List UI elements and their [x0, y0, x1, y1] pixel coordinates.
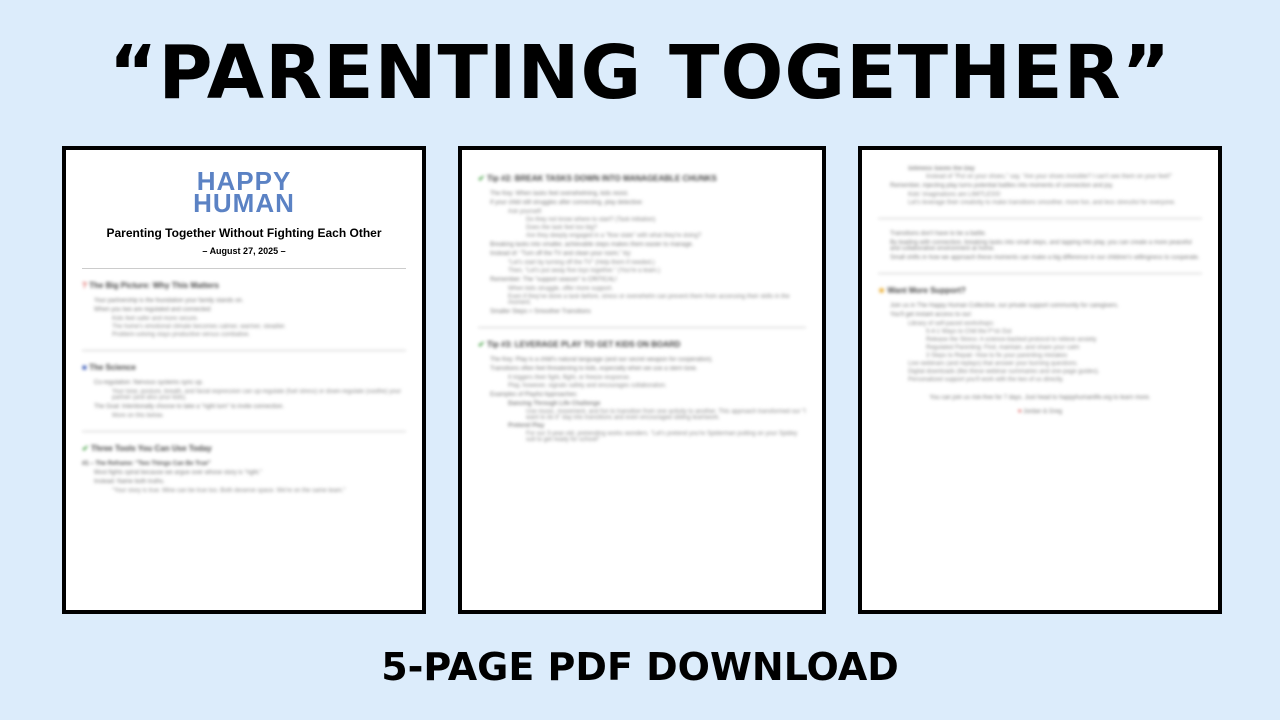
list-item: Then, "Let's put away five toys together." (You're a team.): [508, 268, 661, 274]
divider: [878, 273, 1202, 274]
list-item: Kids' imaginations are LIMITLESS!: [908, 192, 1001, 198]
page-headline: “PARENTING TOGETHER”: [108, 30, 1172, 116]
pdf-page-preview-1: [62, 146, 426, 614]
list-item: Pretend Play: [508, 423, 545, 429]
list-item: Library of self-paced workshops:: [908, 321, 995, 327]
list-item: Instead of: "Turn off the TV and clean your room," try:: [490, 251, 632, 257]
download-caption: 5-PAGE PDF DOWNLOAD: [381, 645, 899, 689]
books-icon: ■: [82, 363, 87, 372]
divider: [82, 350, 406, 351]
list-item: Transitions don't have to be a battle.: [890, 231, 987, 237]
list-item: Even if they've done a task before, stress or overwhelm can prevent them from accessing their skills in the moment.: [508, 294, 790, 306]
list-item: Small shifts in how we approach these moments can make a big difference in our children's willingness to cooperate.: [890, 255, 1200, 261]
list-item: "Let's start by turning off the TV" (Help them if needed.): [508, 260, 655, 266]
checkmark-icon: ✔: [478, 174, 485, 183]
list-item: Do they not know where to start? (Task initiation): [526, 217, 656, 223]
list-item: More on this below.: [112, 413, 164, 419]
list-item: The home's emotional climate becomes calmer, warmer, steadier.: [112, 324, 286, 330]
list-item: Transitions often feel threatening to kids, especially when we use a stern tone.: [490, 366, 698, 372]
list-item: Instead: Name both truths.: [94, 479, 165, 485]
list-item: Let's leverage their creativity to make transitions smoother, more fun, and less stressful for everyone.: [908, 200, 1176, 206]
section-summary: [862, 231, 1218, 261]
list-item: Use music, movement, and fun to transition from one activity to another. This approach transformed our "I want to do it" day into transitions and even encouraged sibling teamwork.: [526, 409, 806, 421]
list-item: 3 Steps to Repair: How to fix your parenting mistakes: [926, 353, 1068, 359]
list-item: Release the Stress: A science-backed protocol to relieve anxiety: [926, 337, 1097, 343]
section-big-picture: ? The Big Picture: Why This Matters Your partnership is the foundation your family stands on. When you two are regulated and connected: Kids feel safer and more secure. The home's emotional climate becomes calmer, warmer, steadier. Problem-solving stays productive versus combative.: [66, 281, 422, 338]
list-item: When you two are regulated and connected:: [94, 307, 212, 313]
list-item: "Your story is true. Mine can be true too. Both deserve space. We're on the same team.": [112, 488, 346, 494]
list-item: The Goal: Intentionally choose to take a "right turn" to invite connection.: [94, 404, 285, 410]
list-item: The Key: When tasks feel overwhelming, kids resist.: [490, 191, 629, 197]
divider: [478, 327, 806, 328]
list-item: Problem-solving stays productive versus combative.: [112, 332, 251, 338]
section-tip-2: ✔ Tip #2: BREAK TASKS DOWN INTO MANAGEABLE CHUNKS The Key: When tasks feel overwhelming, kids resist. If your child still struggles after connecting, play detective: Ask yourself: Do they not know where to start? (Task initiation) Does the task feel too big? Are they deeply engaged in a "flow state" with what they're doing? Breaking tasks into smaller, achievable steps makes them easier to manage. Instead of: "Turn off the TV and clean your room," try: "Let's start by turning off the TV" (Help them if needed.) Then, "Let's put away five toys together." (You're a team.) Remember: The "support season" is CRITICAL! When kids struggle, offer more support. Even if they've done a task before, stress or overwhelm can prevent them from accessing their skills in the moment. Smaller Steps = Smoother Transitions: [462, 150, 822, 315]
list-item: Examples of Playful Approaches:: [490, 392, 578, 398]
heart-icon: ♥: [1017, 409, 1022, 415]
happy-human-logo: HAPPY HUMAN: [193, 166, 295, 218]
star-icon: ★: [878, 286, 886, 295]
section-three-tools: ✔ Three Tools You Can Use Today #1 – The Reframe: "Two Things Can Be True" Most fights spiral because we argue over whose story is "right." Instead: Name both truths. "Your story is true. Mine can be true too. Both deserve space. We're on the same team.": [66, 444, 422, 494]
list-item: Smaller Steps = Smoother Transitions: [490, 309, 591, 315]
checkmark-icon: ✔: [478, 340, 485, 349]
list-item: Does the task feel too big?: [526, 225, 598, 231]
list-item: Ask yourself:: [508, 209, 543, 215]
pdf-page-preview-3: [858, 146, 1222, 614]
list-item: Dancing Through Life Challenge: [508, 401, 601, 407]
list-item: Regulated Parenting: Find, maintain, and share your calm: [926, 345, 1080, 351]
section-science: ■ The Science Co-regulation: Nervous systems sync up. Your tone, posture, breath, and facial expression can up-regulate (fuel stress) or down-regulate (soothe) your partner (and also your kids). The Goal: Intentionally choose to take a "right turn" to invite connection. More on this below.: [66, 363, 422, 419]
blurred-content: [862, 150, 1218, 610]
list-item: It triggers their fight, flight, or freeze response.: [508, 375, 631, 381]
list-item: Co-regulation: Nervous systems sync up.: [94, 380, 204, 386]
list-item: Most fights spiral because we argue over whose story is "right.": [94, 470, 262, 476]
list-item: Instead of "Put on your shoes," say, "Are your shoes invisible? I can't see them on your feet!": [926, 174, 1173, 180]
list-item: Breaking tasks into smaller, achievable steps makes them easier to manage.: [490, 242, 694, 248]
list-item: When kids struggle, offer more support.: [508, 286, 613, 292]
list-item: By leading with connection, breaking tasks into small steps, and tapping into play, you can create a more peaceful and collaborative environment at home.: [890, 240, 1192, 252]
section-support: ★ Want More Support? Join us in The Happy Human Collective, our private support community for caregivers. You'll get instant access to our: Library of self-paced workshops: 5-4-1 Ways to Chill the F*ck Out Release the Stress: A science-backed protocol to relieve anxiety Regulated Parenting: Find, maintain, and share your calm 3 Steps to Repair: How to fix your parenting mistakes Live webinars (and replays) that answer your burning questions. Digital downloads (like these webinar summaries and one-page guides). Personalized support you'll work with the two of us directly. You can join us risk-free for 7 days. Just head to happyhumanlife.org to learn more. ♥ Jordan & Greg: [862, 286, 1218, 415]
list-item: Digital downloads (like these webinar summaries and one-page guides).: [908, 369, 1100, 375]
list-item: If your child still struggles after connecting, play detective:: [490, 200, 644, 206]
pdf-page-preview-2: [458, 146, 826, 614]
document-date: – August 27, 2025 –: [202, 246, 286, 256]
document-title: Parenting Together Without Fighting Each Other: [106, 226, 382, 240]
list-item: You'll get instant access to our:: [890, 312, 973, 318]
list-item: Your partnership is the foundation your family stands on.: [94, 298, 244, 304]
list-item: The Key: Play is a child's natural language (and our secret weapon for cooperation).: [490, 357, 713, 363]
list-item: Silliness Saves the Day: [908, 166, 975, 172]
blurred-content: [462, 150, 822, 610]
list-item: Kids feel safer and more secure.: [112, 316, 199, 322]
list-item: Your tone, posture, breath, and facial expression can up-regulate (fuel stress) or down-regulate (soothe) your partner (and also your kids).: [112, 389, 401, 401]
question-mark-icon: ?: [82, 281, 87, 290]
list-item: Are they deeply engaged in a "flow state" with what they're doing?: [526, 233, 702, 239]
divider: [82, 268, 406, 269]
list-item: Live webinars (and replays) that answer your burning questions.: [908, 361, 1079, 367]
checkmark-icon: ✔: [82, 444, 89, 453]
list-item: 5-4-1 Ways to Chill the F*ck Out: [926, 329, 1012, 335]
subheading: #1 – The Reframe: "Two Things Can Be True": [82, 461, 211, 467]
list-item: Join us in The Happy Human Collective, our private support community for caregivers.: [890, 303, 1119, 309]
signoff: ♥ Jordan & Greg: [1017, 409, 1063, 415]
list-item: Personalized support you'll work with the two of us directly.: [908, 377, 1064, 383]
blurred-content: [66, 281, 422, 494]
section-play-tips: [862, 150, 1218, 206]
list-item: For our 3-year-old, pretending works wonders. "Let's pretend you're Spiderman putting on your Spidey suit to get ready for school!": [526, 431, 798, 443]
divider: [82, 431, 406, 432]
list-item: Remember, injecting play turns potential battles into moments of connection and joy.: [890, 183, 1114, 189]
list-item: Play, however, signals safety and encourages collaboration.: [508, 383, 667, 389]
divider: [878, 218, 1202, 219]
section-tip-3: ✔ Tip #3: LEVERAGE PLAY TO GET KIDS ON BOARD The Key: Play is a child's natural language (and our secret weapon for cooperation). Transitions often feel threatening to kids, especially when we use a stern tone. It triggers their fight, flight, or freeze response. Play, however, signals safety and encourages collaboration. Examples of Playful Approaches: Dancing Through Life Challenge Use music, movement, and fun to transition from one activity to another. This approach transformed our "I want to do it" day into transitions and even encouraged sibling teamwork. Pretend Play For our 3-year-old, pretending works wonders. "Let's pretend you're Spiderman putting on your Spidey suit to get ready for school!": [478, 340, 806, 443]
list-item: Remember: The "support season" is CRITICAL!: [490, 277, 617, 283]
trial-text: You can join us risk-free for 7 days. Just head to happyhumanlife.org to learn more.: [929, 395, 1151, 401]
